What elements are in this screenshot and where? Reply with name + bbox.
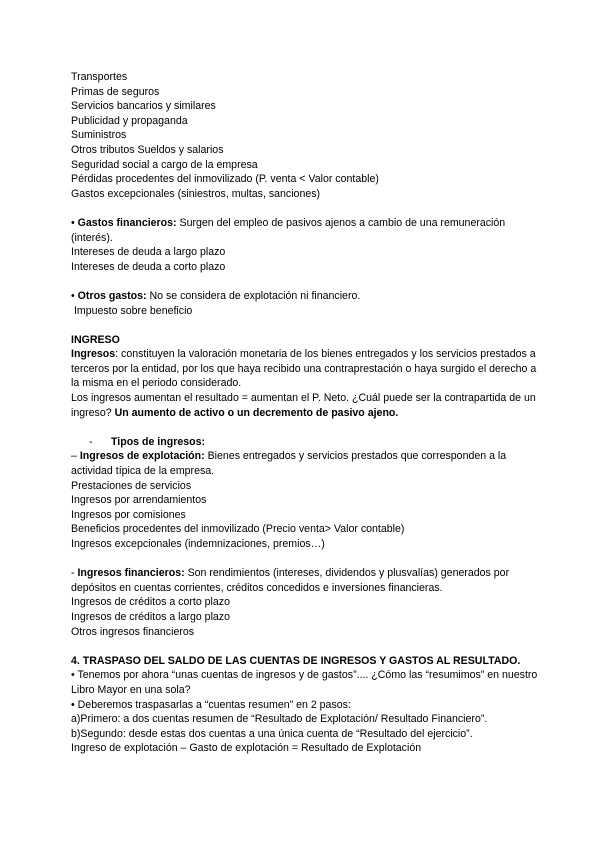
traspaso-heading: 4. TRASPASO DEL SALDO DE LAS CUENTAS DE INGRESOS Y GASTOS AL RESULTADO. [71, 654, 521, 667]
tipos-ingresos-item [71, 435, 541, 450]
ingreso-section [71, 333, 541, 421]
ingresos-financieros-title: Ingresos financieros: [77, 567, 185, 580]
list-item: Ingresos de créditos a corto plazo [71, 596, 230, 609]
list-item: Publicidad y propaganda [71, 114, 188, 127]
ingresos-explotacion-paragraph [71, 449, 541, 478]
tipos-ingresos-label: Tipos de ingresos: [111, 435, 205, 448]
list-item: Ingresos excepcionales (indemnizaciones, premios…) [71, 538, 325, 550]
otros-gastos-paragraph [71, 289, 541, 304]
traspaso-line: Ingreso de explotación – Gasto de explotación = Resultado de Explotación [71, 742, 422, 755]
ingresos-explotacion-section [71, 449, 541, 551]
list-item: Ingresos por arrendamientos [71, 494, 207, 507]
document-content [71, 70, 541, 756]
ingresos-question [71, 391, 541, 420]
ingresos-definition [71, 347, 541, 391]
ingresos-def-text: : constituyen la valoración monetaria de los bienes entregados y los servicios prestados a terceros por la entidad, por los que haya recibido una contraprestación o haya surgido el derecho a la misma en el periodo considerado. [71, 348, 537, 390]
list-item: Ingresos de créditos a largo plazo [71, 610, 230, 623]
bullet: • [71, 289, 75, 302]
prefix: - [71, 567, 78, 580]
list-item: Seguridad social a cargo de la empresa [71, 158, 258, 171]
gastos-financieros-paragraph [71, 216, 541, 245]
traspaso-section [71, 654, 541, 756]
ingresos-def-title: Ingresos [71, 348, 116, 361]
list-item: Intereses de deuda a corto plazo [71, 260, 226, 273]
list-item: Prestaciones de servicios [71, 479, 192, 492]
ingresos-explotacion-title: Ingresos de explotación: [79, 450, 205, 463]
question-answer: Un aumento de activo o un decremento de pasivo ajeno. [114, 406, 399, 419]
bullet: • [71, 216, 75, 229]
dash: - [89, 435, 93, 448]
traspaso-line: a)Primero: a dos cuentas resumen de “Resultado de Explotación/ Resultado Financiero”. [71, 713, 488, 726]
question-text: Los ingresos aumentan el resultado = aumentan el P. Neto. ¿Cuál puede ser la contrapartida de un ingreso? [71, 392, 536, 419]
otros-gastos-title: Otros gastos: [77, 289, 147, 302]
list-item: Primas de seguros [71, 85, 160, 98]
ingresos-financieros-paragraph [71, 566, 541, 595]
list-item: Pérdidas procedentes del inmovilizado (P. venta < Valor contable) [71, 173, 379, 186]
list-item: Otros tributos Sueldos y salarios [71, 143, 224, 156]
prefix: – [71, 450, 80, 463]
traspaso-line: • Tenemos por ahora “unas cuentas de ingresos y de gastos”.... ¿Cómo las “resumimos” en nuestro Libro Mayor en una sola? [71, 669, 538, 696]
list-item: Impuesto sobre beneficio [71, 304, 193, 317]
gastos-financieros-section [71, 216, 541, 274]
gastos-financieros-text: Surgen del empleo de pasivos ajenos a cambio de una remuneración (interés). [71, 216, 506, 244]
ingresos-financieros-text: Son rendimientos (intereses, dividendos y plusvalías) generados por depósitos en cuentas corrientes, créditos concedidos e inversiones financieras. [71, 567, 510, 594]
list-item: Beneficios procedentes del inmovilizado (Precio venta> Valor contable) [71, 523, 405, 536]
gastos-explotacion-list [71, 70, 541, 201]
traspaso-line: b)Segundo: desde estas dos cuentas a una única cuenta de “Resultado del ejercicio”. [71, 727, 473, 740]
traspaso-line: • Deberemos traspasarlas a “cuentas resumen” en 2 pasos: [71, 698, 351, 711]
ingresos-explotacion-text: Bienes entregados y servicios prestados que corresponden a la actividad típica de la empresa. [71, 450, 507, 478]
ingresos-financieros-section [71, 566, 541, 639]
gastos-financieros-title: Gastos financieros: [77, 216, 177, 229]
otros-gastos-text: No se considera de explotación ni financiero. [146, 289, 361, 302]
list-item: Otros ingresos financieros [71, 625, 195, 638]
ingreso-heading: INGRESO [71, 333, 120, 346]
list-item: Suministros [71, 129, 127, 142]
otros-gastos-section [71, 289, 541, 318]
list-item: Ingresos por comisiones [71, 508, 186, 521]
list-item: Intereses de deuda a largo plazo [71, 246, 226, 259]
list-item: Gastos excepcionales (siniestros, multas, sanciones) [71, 187, 321, 200]
list-item: Servicios bancarios y similares [71, 100, 216, 113]
list-item: Transportes [71, 71, 128, 83]
